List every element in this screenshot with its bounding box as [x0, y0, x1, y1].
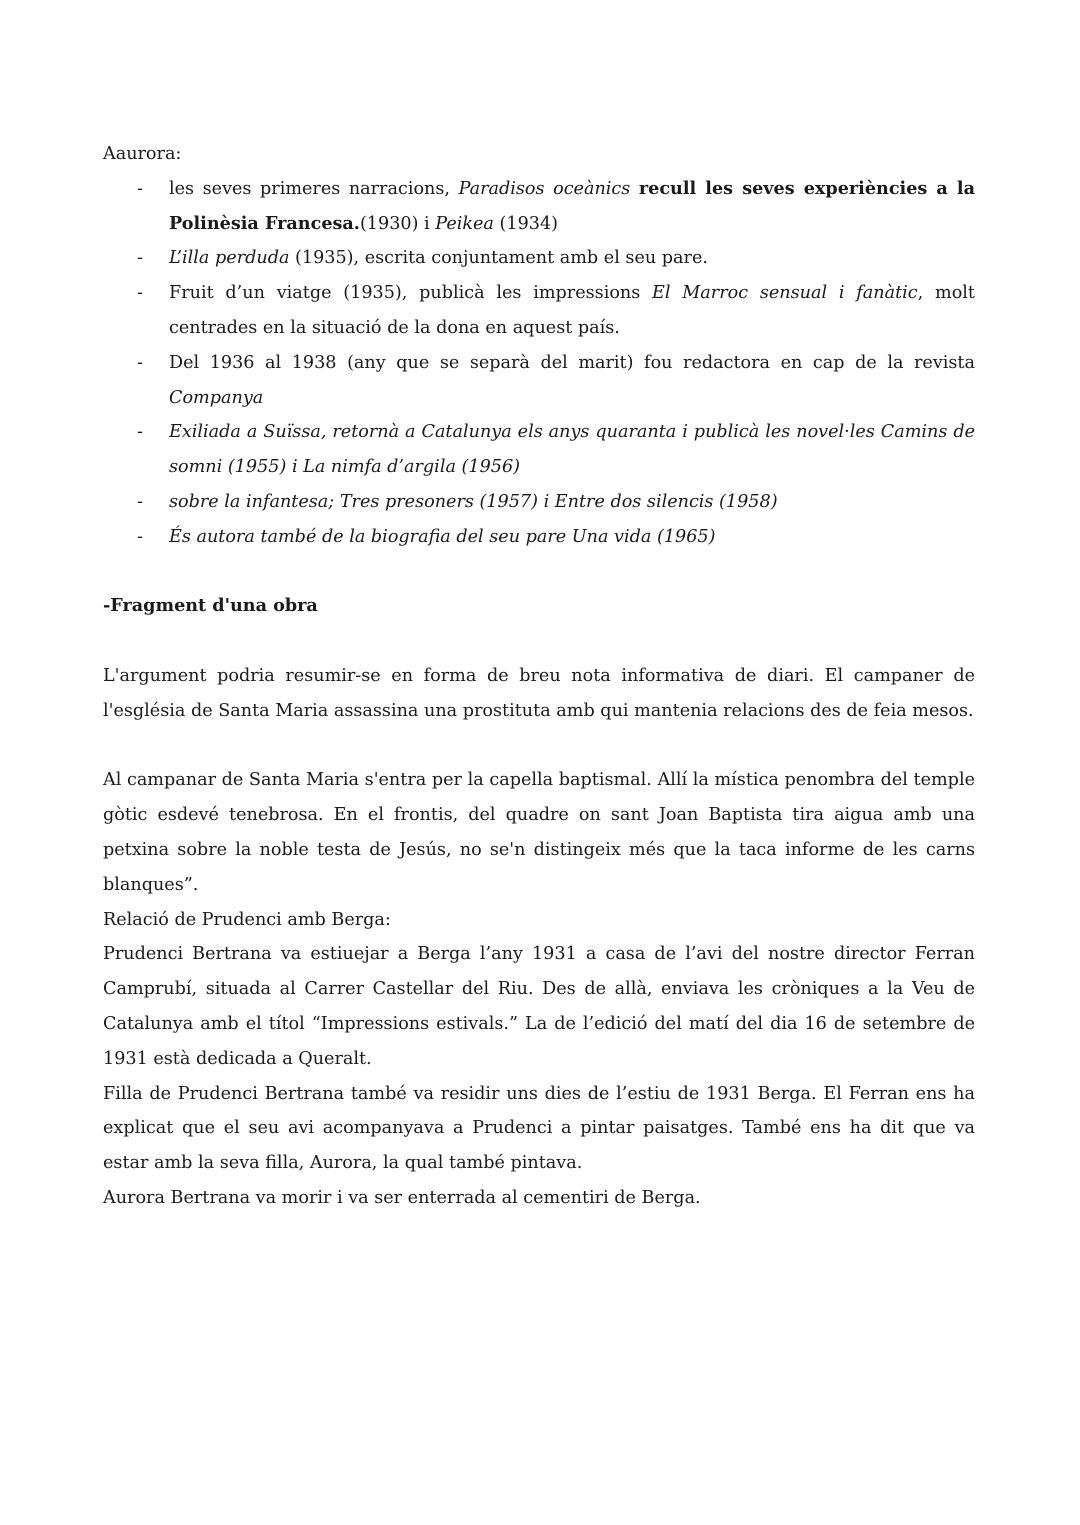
list-item-text: les seves primeres narracions, [169, 178, 459, 199]
list-item-text: (1934) [493, 213, 559, 234]
paragraph-filla: Filla de Prudenci Bertrana també va residir uns dies de l’estiu de 1931 Berga. El Ferran ens ha explicat que el seu avi acompanyava a Prudenci a pintar paisatges. També ens ha dit que va estar amb la seva filla, Aurora, la qual també pintava. [103, 1083, 975, 1174]
list-item-text: recull les seves experiències a la Polinèsia Francesa. [169, 177, 975, 234]
list-item-text: Companya [169, 387, 264, 408]
dash-marker: - [137, 491, 143, 512]
paragraph-estiuejar: Prudenci Bertrana va estiuejar a Berga l’any 1931 a casa de l’avi del nostre director Ferran Camprubí, situada al Carrer Castellar del Riu. Des de allà, enviava les cròniques a la Veu de Catalunya amb el títol “Impressions estivals.” La de l’edició del matí del dia 16 de setembre de 1931 està dedicada a Queralt. [103, 944, 975, 1069]
list-item-text: (1935), escrita conjuntament amb el seu pare. [289, 248, 708, 269]
spacer [103, 555, 975, 590]
paragraph-argument: L'argument podria resumir-se en forma de breu nota informativa de diari. El campaner de l'església de Santa Maria assassina una prostituta amb qui mantenia relacions des de feia mesos. [103, 665, 975, 721]
list-item-text: (1930) i [359, 213, 436, 234]
dash-marker: - [137, 422, 143, 443]
list-item [103, 520, 975, 555]
dash-marker: - [137, 178, 143, 199]
list-item-text: sobre la infantesa; Tres presoners (1957) i Entre dos silencis (1958) [169, 491, 778, 512]
dash-marker: - [137, 283, 143, 304]
spacer [103, 729, 975, 764]
list-item-text: Peikea [435, 213, 494, 234]
list-item-text: Exiliada a Suïssa, retornà a Catalunya els anys quaranta i publicà les novel·les Camins de somni (1955) i La nimfa d’argila (1956) [169, 422, 975, 478]
dash-marker: - [137, 352, 143, 373]
fragment-title: -Fragment d'una obra [103, 595, 318, 617]
dash-marker: - [137, 526, 143, 547]
paragraph-campanar: Al campanar de Santa Maria s'entra per la capella baptismal. Allí la mística penombra del temple gòtic esdevé tenebrosa. En el frontis, del quadre on sant Joan Baptista tira aigua amb una petxina sobre la noble testa de Jesús, no se'n distingeix més que la taca informe de les carns blanques”. [103, 770, 975, 895]
list-item [103, 276, 975, 346]
dash-marker: - [137, 248, 143, 269]
list-item [103, 415, 975, 485]
document-page [103, 137, 975, 1216]
list-item-text: L’illa perduda [169, 248, 290, 269]
list-item [103, 346, 975, 416]
list-item-text: , molt centrades en la situació de la dona en aquest país. [169, 283, 975, 338]
list-item [103, 241, 975, 276]
paragraph-morir: Aurora Bertrana va morir i va ser enterrada al cementiri de Berga. [103, 1187, 701, 1208]
list-item [103, 172, 975, 242]
aurora-label: Aaurora: [103, 144, 182, 164]
spacer [103, 624, 975, 659]
list-item-text: Fruit d’un viatge (1935), publicà les impressions [169, 283, 653, 304]
list-item-text: És autora també de la biografia del seu pare Una vida (1965) [169, 526, 716, 547]
list-item-text [630, 179, 639, 199]
list-item [103, 485, 975, 520]
relacio-label: Relació de Prudenci amb Berga: [103, 909, 391, 930]
list-item-text: Del 1936 al 1938 (any que se separà del marit) fou redactora en cap de la revista [169, 352, 975, 373]
list-item-text: Paradisos oceànics [458, 178, 631, 199]
works-list [103, 172, 975, 555]
list-item-text: El Marroc sensual i fanàtic [652, 283, 918, 304]
